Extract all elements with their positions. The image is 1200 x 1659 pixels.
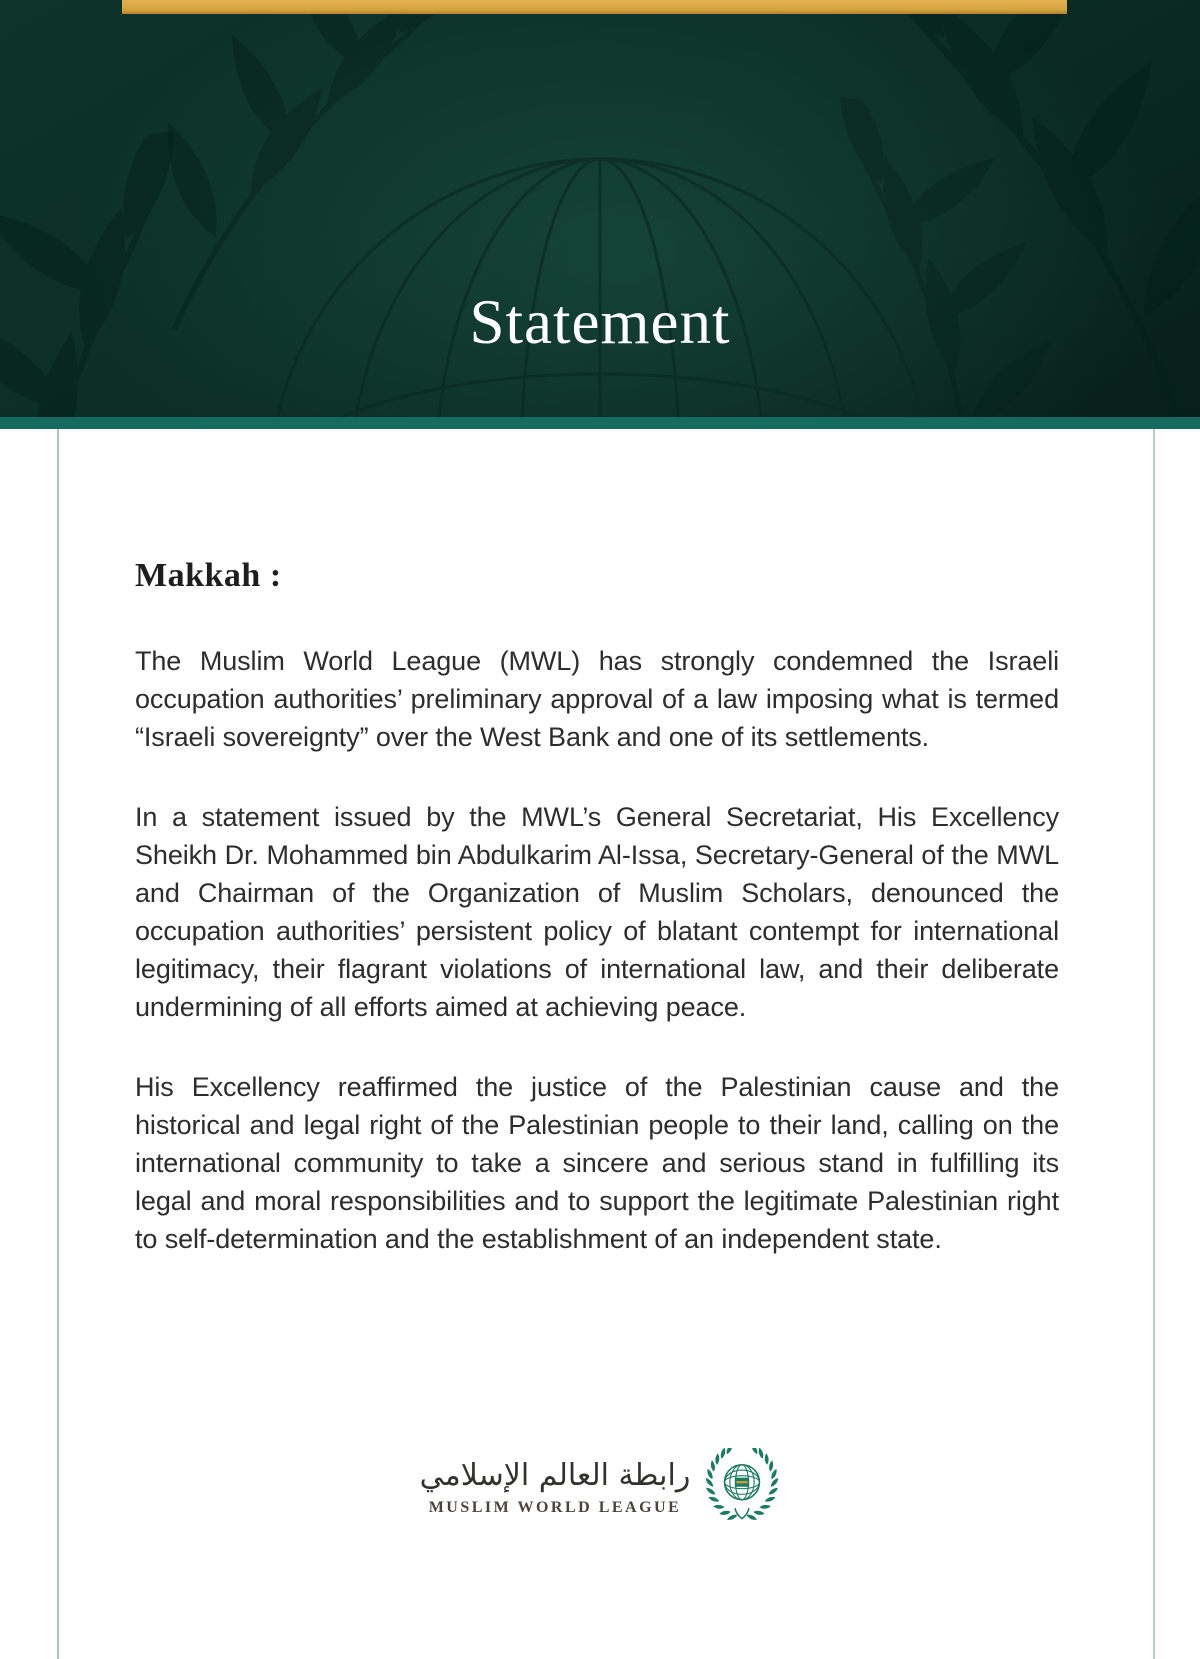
dateline: Makkah :: [135, 557, 282, 594]
gold-accent-bar: [122, 0, 1067, 14]
statement-paragraph: In a statement issued by the MWL’s General Secretariat, His Excellency Sheikh Dr. Mohammed bin Abdulkarim Al-Issa, Secretary-General of the MWL and Chairman of the Organization of Muslim Scholars, denounced the occupation authorities’ persistent policy of blatant contempt for international legitimacy, their flagrant violations of international law, and their deliberate undermining of all efforts aimed at achieving peace.: [135, 802, 1059, 1022]
statement-paragraph: His Excellency reaffirmed the justice of the Palestinian cause and the historical and legal right of the Palestinian people to their land, calling on the international community to take a sincere and serious stand in fulfilling its legal and moral responsibilities and to support the legitimate Palestinian right to self-determination and the establishment of an independent state.: [135, 1072, 1059, 1254]
mwl-latin-wordmark: MUSLIM WORLD LEAGUE: [428, 1498, 682, 1516]
mwl-arabic-wordmark: رابطة العالم الإسلامي: [419, 1457, 691, 1493]
teal-divider-band: [0, 417, 1200, 429]
globe-lines-icon: [250, 139, 950, 417]
statement-paragraph: The Muslim World League (MWL) has strongly condemned the Israeli occupation authorities’ preliminary approval of a law imposing what is termed “Israeli sovereignty” over the West Bank and one of its settlements.: [135, 646, 1059, 752]
olive-branch-icon: [0, 122, 310, 417]
statement-body: [0, 429, 1200, 1659]
mwl-logo: [0, 1448, 1200, 1524]
olive-branch-icon: [744, 91, 1097, 417]
statement-text: [135, 642, 1059, 1258]
mwl-wordmarks: [420, 1456, 691, 1517]
page-header: [0, 0, 1200, 417]
page-title: Statement: [469, 287, 731, 357]
mwl-emblem-icon: [704, 1448, 780, 1524]
